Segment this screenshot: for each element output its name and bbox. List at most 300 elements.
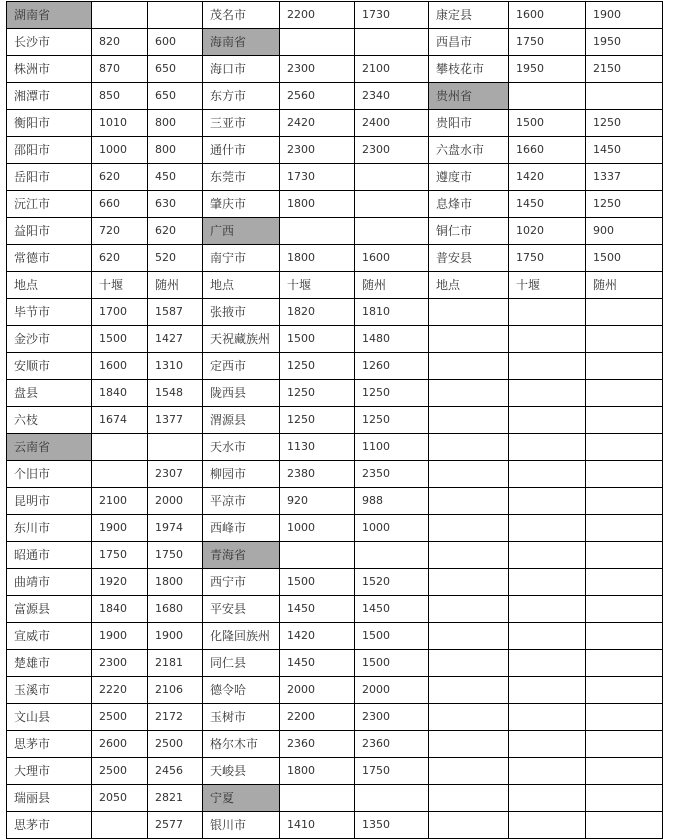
suizhou-price-cell: [148, 2, 203, 29]
location-cell: 文山县: [7, 704, 92, 731]
shiyan-price-cell: [509, 704, 586, 731]
table-row: [7, 407, 663, 434]
location-cell: [429, 488, 509, 515]
location-cell: 遵度市: [429, 164, 509, 191]
shiyan-price-cell: 2220: [92, 677, 148, 704]
location-cell: [429, 542, 509, 569]
suizhou-price-cell: 1750: [355, 758, 429, 785]
suizhou-price-cell: 1260: [355, 353, 429, 380]
shiyan-price-cell: 920: [280, 488, 355, 515]
location-cell: [429, 407, 509, 434]
shiyan-price-cell: 1420: [280, 623, 355, 650]
location-cell: 张掖市: [203, 299, 280, 326]
table-body: [7, 2, 663, 839]
location-cell: [429, 623, 509, 650]
suizhou-price-cell: 2181: [148, 650, 203, 677]
suizhou-price-cell: 1250: [355, 407, 429, 434]
column-header-cell: 十堰: [92, 272, 148, 299]
shiyan-price-cell: 2300: [280, 137, 355, 164]
shiyan-price-cell: [509, 434, 586, 461]
table-row: [7, 83, 663, 110]
location-cell: 渭源县: [203, 407, 280, 434]
suizhou-price-cell: [586, 650, 663, 677]
location-cell: [429, 596, 509, 623]
suizhou-price-cell: 1600: [355, 245, 429, 272]
suizhou-price-cell: 650: [148, 83, 203, 110]
suizhou-price-cell: 2340: [355, 83, 429, 110]
shiyan-price-cell: 2500: [92, 758, 148, 785]
table-row: [7, 56, 663, 83]
shiyan-price-cell: 620: [92, 164, 148, 191]
shiyan-price-cell: [92, 812, 148, 839]
location-cell: 银川市: [203, 812, 280, 839]
table-row: [7, 353, 663, 380]
location-cell: [429, 650, 509, 677]
shiyan-price-cell: 1500: [280, 569, 355, 596]
province-header-cell: 宁夏: [203, 785, 280, 812]
location-cell: 铜仁市: [429, 218, 509, 245]
location-cell: 衡阳市: [7, 110, 92, 137]
suizhou-price-cell: [586, 461, 663, 488]
suizhou-price-cell: 2307: [148, 461, 203, 488]
location-cell: 三亚市: [203, 110, 280, 137]
shiyan-price-cell: [509, 353, 586, 380]
location-cell: 金沙市: [7, 326, 92, 353]
location-cell: 楚雄市: [7, 650, 92, 677]
location-cell: 德令哈: [203, 677, 280, 704]
suizhou-price-cell: [586, 731, 663, 758]
suizhou-price-cell: 800: [148, 110, 203, 137]
shiyan-price-cell: 1000: [280, 515, 355, 542]
suizhou-price-cell: 630: [148, 191, 203, 218]
column-header-cell: 十堰: [509, 272, 586, 299]
province-header-cell: 云南省: [7, 434, 92, 461]
suizhou-price-cell: 1750: [148, 542, 203, 569]
suizhou-price-cell: [586, 758, 663, 785]
suizhou-price-cell: 2000: [148, 488, 203, 515]
table-row: [7, 542, 663, 569]
location-cell: [429, 326, 509, 353]
suizhou-price-cell: [355, 29, 429, 56]
shiyan-price-cell: [509, 569, 586, 596]
suizhou-price-cell: 1480: [355, 326, 429, 353]
shiyan-price-cell: 2600: [92, 731, 148, 758]
column-header-cell: 十堰: [280, 272, 355, 299]
location-cell: [429, 299, 509, 326]
shiyan-price-cell: [280, 785, 355, 812]
location-cell: 思茅市: [7, 731, 92, 758]
location-cell: 格尔木市: [203, 731, 280, 758]
location-cell: 平安县: [203, 596, 280, 623]
location-cell: [429, 515, 509, 542]
location-cell: 西宁市: [203, 569, 280, 596]
suizhou-price-cell: 1000: [355, 515, 429, 542]
shiyan-price-cell: 2300: [280, 56, 355, 83]
shiyan-price-cell: [92, 2, 148, 29]
suizhou-price-cell: 1520: [355, 569, 429, 596]
suizhou-price-cell: 1250: [586, 191, 663, 218]
shiyan-price-cell: 1700: [92, 299, 148, 326]
shiyan-price-cell: [509, 785, 586, 812]
shiyan-price-cell: [509, 731, 586, 758]
column-header-cell: 随州: [586, 272, 663, 299]
table-row: [7, 812, 663, 839]
shiyan-price-cell: 2500: [92, 704, 148, 731]
shiyan-price-cell: 1410: [280, 812, 355, 839]
location-cell: [429, 380, 509, 407]
shiyan-price-cell: [509, 542, 586, 569]
table-row: [7, 164, 663, 191]
suizhou-price-cell: 2500: [148, 731, 203, 758]
shiyan-price-cell: 720: [92, 218, 148, 245]
location-cell: 富源县: [7, 596, 92, 623]
shiyan-price-cell: 1020: [509, 218, 586, 245]
shiyan-price-cell: 1500: [280, 326, 355, 353]
shiyan-price-cell: [509, 677, 586, 704]
location-cell: [429, 704, 509, 731]
suizhou-price-cell: 1730: [355, 2, 429, 29]
location-cell: 玉溪市: [7, 677, 92, 704]
location-cell: 天峻县: [203, 758, 280, 785]
suizhou-price-cell: 900: [586, 218, 663, 245]
suizhou-price-cell: [586, 812, 663, 839]
shiyan-price-cell: 1420: [509, 164, 586, 191]
suizhou-price-cell: [355, 218, 429, 245]
suizhou-price-cell: [148, 434, 203, 461]
table-row: [7, 245, 663, 272]
shiyan-price-cell: 620: [92, 245, 148, 272]
column-header-cell: 随州: [355, 272, 429, 299]
shiyan-price-cell: 1900: [92, 515, 148, 542]
suizhou-price-cell: [586, 353, 663, 380]
shiyan-price-cell: [509, 83, 586, 110]
table-row: [7, 137, 663, 164]
shiyan-price-cell: 1800: [280, 191, 355, 218]
location-cell: 曲靖市: [7, 569, 92, 596]
location-cell: 毕节市: [7, 299, 92, 326]
location-cell: 瑞丽县: [7, 785, 92, 812]
shiyan-price-cell: 1900: [92, 623, 148, 650]
shiyan-price-cell: 1840: [92, 596, 148, 623]
shiyan-price-cell: 2050: [92, 785, 148, 812]
suizhou-price-cell: 2456: [148, 758, 203, 785]
suizhou-price-cell: [586, 83, 663, 110]
suizhou-price-cell: 2150: [586, 56, 663, 83]
province-header-cell: 广西: [203, 218, 280, 245]
suizhou-price-cell: 2300: [355, 704, 429, 731]
shiyan-price-cell: [509, 299, 586, 326]
suizhou-price-cell: 1450: [355, 596, 429, 623]
table-row: [7, 29, 663, 56]
province-header-cell: 贵州省: [429, 83, 509, 110]
suizhou-price-cell: 800: [148, 137, 203, 164]
suizhou-price-cell: 1250: [355, 380, 429, 407]
location-cell: [429, 758, 509, 785]
location-cell: [429, 677, 509, 704]
location-cell: 昆明市: [7, 488, 92, 515]
table-row: [7, 272, 663, 299]
suizhou-price-cell: 1450: [586, 137, 663, 164]
location-cell: 西昌市: [429, 29, 509, 56]
table-row: [7, 677, 663, 704]
suizhou-price-cell: 1350: [355, 812, 429, 839]
suizhou-price-cell: 600: [148, 29, 203, 56]
location-cell: [429, 569, 509, 596]
table-row: [7, 461, 663, 488]
location-cell: 株洲市: [7, 56, 92, 83]
shiyan-price-cell: 1750: [92, 542, 148, 569]
shiyan-price-cell: 2380: [280, 461, 355, 488]
location-cell: 玉树市: [203, 704, 280, 731]
location-cell: [429, 812, 509, 839]
suizhou-price-cell: 520: [148, 245, 203, 272]
shiyan-price-cell: [509, 596, 586, 623]
suizhou-price-cell: [586, 488, 663, 515]
suizhou-price-cell: [586, 785, 663, 812]
suizhou-price-cell: 1500: [355, 623, 429, 650]
suizhou-price-cell: 2172: [148, 704, 203, 731]
location-cell: 岳阳市: [7, 164, 92, 191]
location-cell: 普安县: [429, 245, 509, 272]
shiyan-price-cell: 1730: [280, 164, 355, 191]
column-header-cell: 随州: [148, 272, 203, 299]
shiyan-price-cell: 660: [92, 191, 148, 218]
suizhou-price-cell: [586, 623, 663, 650]
shiyan-price-cell: 2560: [280, 83, 355, 110]
shiyan-price-cell: [280, 218, 355, 245]
table-row: [7, 326, 663, 353]
shiyan-price-cell: 850: [92, 83, 148, 110]
table-row: [7, 434, 663, 461]
shiyan-price-cell: [92, 434, 148, 461]
suizhou-price-cell: 1500: [586, 245, 663, 272]
location-cell: 陇西县: [203, 380, 280, 407]
suizhou-price-cell: 2350: [355, 461, 429, 488]
shiyan-price-cell: 1750: [509, 245, 586, 272]
location-cell: 大理市: [7, 758, 92, 785]
table-row: [7, 785, 663, 812]
table-row: [7, 623, 663, 650]
suizhou-price-cell: [586, 380, 663, 407]
suizhou-price-cell: 1427: [148, 326, 203, 353]
location-cell: 化隆回族州: [203, 623, 280, 650]
location-cell: 长沙市: [7, 29, 92, 56]
location-cell: [429, 434, 509, 461]
location-cell: 宣威市: [7, 623, 92, 650]
suizhou-price-cell: 1337: [586, 164, 663, 191]
shiyan-price-cell: 1000: [92, 137, 148, 164]
table-row: [7, 110, 663, 137]
suizhou-price-cell: 1900: [148, 623, 203, 650]
shiyan-price-cell: 1660: [509, 137, 586, 164]
suizhou-price-cell: 1500: [355, 650, 429, 677]
shiyan-price-cell: [509, 380, 586, 407]
shiyan-price-cell: 1450: [280, 650, 355, 677]
shiyan-price-cell: 1800: [280, 245, 355, 272]
shiyan-price-cell: [92, 461, 148, 488]
table-row: [7, 191, 663, 218]
shiyan-price-cell: 1250: [280, 353, 355, 380]
shiyan-price-cell: 1010: [92, 110, 148, 137]
shiyan-price-cell: [509, 488, 586, 515]
province-header-cell: 海南省: [203, 29, 280, 56]
table-row: [7, 299, 663, 326]
suizhou-price-cell: [355, 785, 429, 812]
location-cell: [429, 461, 509, 488]
shiyan-price-cell: 820: [92, 29, 148, 56]
suizhou-price-cell: 1100: [355, 434, 429, 461]
location-cell: 昭通市: [7, 542, 92, 569]
suizhou-price-cell: [586, 596, 663, 623]
suizhou-price-cell: 1800: [148, 569, 203, 596]
location-cell: 茂名市: [203, 2, 280, 29]
suizhou-price-cell: [586, 677, 663, 704]
location-cell: [429, 785, 509, 812]
suizhou-price-cell: 1250: [586, 110, 663, 137]
price-table: [6, 1, 663, 839]
shiyan-price-cell: 870: [92, 56, 148, 83]
table-row: [7, 650, 663, 677]
shiyan-price-cell: 2300: [92, 650, 148, 677]
suizhou-price-cell: 1950: [586, 29, 663, 56]
shiyan-price-cell: 1674: [92, 407, 148, 434]
suizhou-price-cell: 2100: [355, 56, 429, 83]
table-row: [7, 515, 663, 542]
shiyan-price-cell: 1500: [509, 110, 586, 137]
location-cell: 攀枝花市: [429, 56, 509, 83]
table-row: [7, 596, 663, 623]
table-row: [7, 704, 663, 731]
shiyan-price-cell: 2200: [280, 704, 355, 731]
shiyan-price-cell: [509, 515, 586, 542]
location-cell: 息烽市: [429, 191, 509, 218]
suizhou-price-cell: [586, 515, 663, 542]
suizhou-price-cell: 620: [148, 218, 203, 245]
shiyan-price-cell: 2200: [280, 2, 355, 29]
suizhou-price-cell: 1680: [148, 596, 203, 623]
location-cell: 天水市: [203, 434, 280, 461]
shiyan-price-cell: 1820: [280, 299, 355, 326]
shiyan-price-cell: 2420: [280, 110, 355, 137]
shiyan-price-cell: 1950: [509, 56, 586, 83]
shiyan-price-cell: 1800: [280, 758, 355, 785]
suizhou-price-cell: 2577: [148, 812, 203, 839]
location-cell: 思茅市: [7, 812, 92, 839]
suizhou-price-cell: 988: [355, 488, 429, 515]
table-row: [7, 569, 663, 596]
suizhou-price-cell: 2821: [148, 785, 203, 812]
suizhou-price-cell: [355, 164, 429, 191]
shiyan-price-cell: [509, 812, 586, 839]
province-header-cell: 湖南省: [7, 2, 92, 29]
suizhou-price-cell: [586, 326, 663, 353]
shiyan-price-cell: 1450: [509, 191, 586, 218]
location-cell: 康定县: [429, 2, 509, 29]
location-cell: 盘县: [7, 380, 92, 407]
shiyan-price-cell: 2360: [280, 731, 355, 758]
location-cell: 通什市: [203, 137, 280, 164]
suizhou-price-cell: 450: [148, 164, 203, 191]
location-cell: [429, 353, 509, 380]
location-cell: 益阳市: [7, 218, 92, 245]
table-row: [7, 2, 663, 29]
table-row: [7, 218, 663, 245]
suizhou-price-cell: [586, 434, 663, 461]
location-cell: 柳园市: [203, 461, 280, 488]
shiyan-price-cell: 1600: [509, 2, 586, 29]
suizhou-price-cell: 1548: [148, 380, 203, 407]
suizhou-price-cell: [586, 704, 663, 731]
suizhou-price-cell: [586, 407, 663, 434]
table-row: [7, 488, 663, 515]
shiyan-price-cell: 2100: [92, 488, 148, 515]
shiyan-price-cell: 1750: [509, 29, 586, 56]
suizhou-price-cell: [355, 542, 429, 569]
location-cell: 同仁县: [203, 650, 280, 677]
shiyan-price-cell: 1500: [92, 326, 148, 353]
shiyan-price-cell: 1250: [280, 380, 355, 407]
location-cell: 西峰市: [203, 515, 280, 542]
shiyan-price-cell: 1920: [92, 569, 148, 596]
suizhou-price-cell: 1974: [148, 515, 203, 542]
suizhou-price-cell: [586, 569, 663, 596]
suizhou-price-cell: 2106: [148, 677, 203, 704]
suizhou-price-cell: 650: [148, 56, 203, 83]
shiyan-price-cell: 2000: [280, 677, 355, 704]
location-cell: 东方市: [203, 83, 280, 110]
shiyan-price-cell: 1600: [92, 353, 148, 380]
location-cell: 湘潭市: [7, 83, 92, 110]
location-cell: 定西市: [203, 353, 280, 380]
shiyan-price-cell: [509, 650, 586, 677]
location-cell: [429, 731, 509, 758]
location-cell: 六枝: [7, 407, 92, 434]
suizhou-price-cell: [586, 299, 663, 326]
suizhou-price-cell: [355, 191, 429, 218]
column-header-cell: 地点: [7, 272, 92, 299]
table-row: [7, 731, 663, 758]
suizhou-price-cell: 2300: [355, 137, 429, 164]
location-cell: 贵阳市: [429, 110, 509, 137]
suizhou-price-cell: 1810: [355, 299, 429, 326]
location-cell: 南宁市: [203, 245, 280, 272]
suizhou-price-cell: 2000: [355, 677, 429, 704]
suizhou-price-cell: [586, 542, 663, 569]
location-cell: 安顺市: [7, 353, 92, 380]
suizhou-price-cell: 2400: [355, 110, 429, 137]
column-header-cell: 地点: [203, 272, 280, 299]
table-row: [7, 380, 663, 407]
shiyan-price-cell: [509, 326, 586, 353]
shiyan-price-cell: [509, 623, 586, 650]
location-cell: 沅江市: [7, 191, 92, 218]
location-cell: 常德市: [7, 245, 92, 272]
suizhou-price-cell: 1900: [586, 2, 663, 29]
suizhou-price-cell: 2360: [355, 731, 429, 758]
location-cell: 平凉市: [203, 488, 280, 515]
shiyan-price-cell: 1840: [92, 380, 148, 407]
location-cell: 个旧市: [7, 461, 92, 488]
shiyan-price-cell: 1250: [280, 407, 355, 434]
location-cell: 六盘水市: [429, 137, 509, 164]
shiyan-price-cell: 1450: [280, 596, 355, 623]
shiyan-price-cell: [280, 542, 355, 569]
location-cell: 东川市: [7, 515, 92, 542]
table-row: [7, 758, 663, 785]
location-cell: 肇庆市: [203, 191, 280, 218]
location-cell: 邵阳市: [7, 137, 92, 164]
location-cell: 海口市: [203, 56, 280, 83]
